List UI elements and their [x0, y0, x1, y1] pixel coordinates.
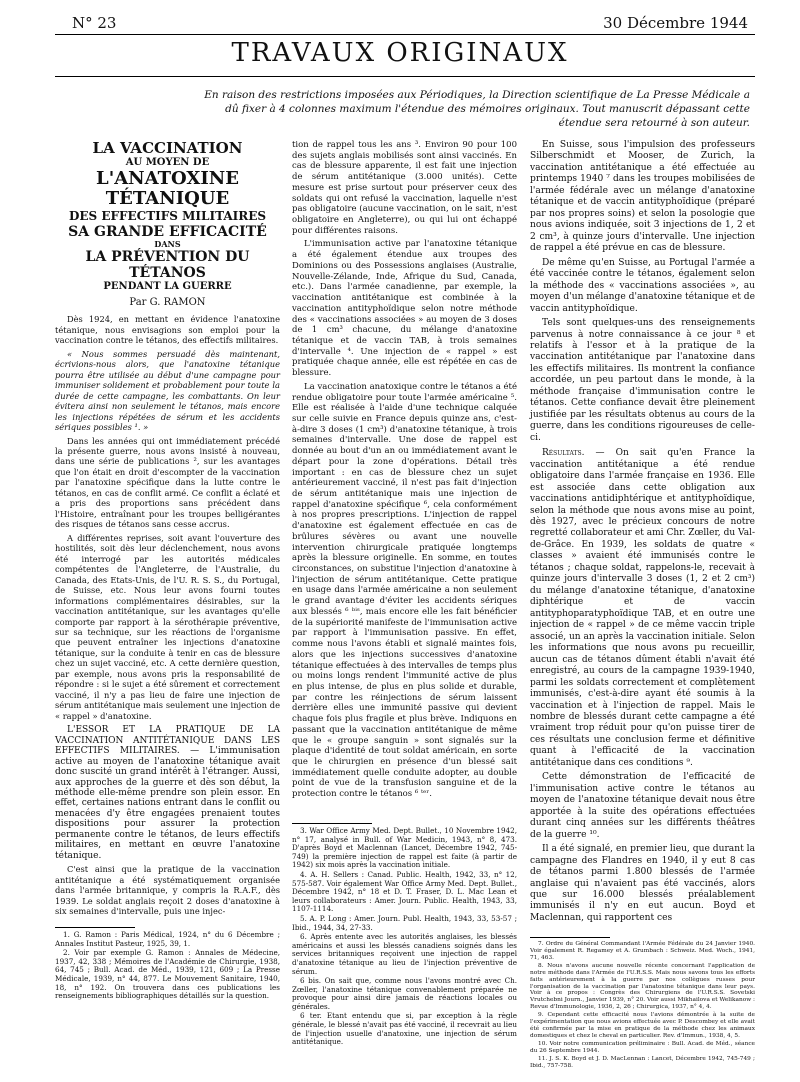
section-heading: L'ESSOR ET LA PRATIQUE DE LA VACCINATION ANTITÉTANIQUE DANS LES EFFECTIFS MILITAIRES.: [55, 725, 280, 757]
results-paragraph: [530, 448, 755, 769]
footnote-rule: [530, 937, 610, 938]
section-paragraph: [55, 725, 280, 861]
paragraph: tion de rappel tous les ans ³. Environ 90 pour 100 des sujets anglais mobilisés sont ainsi vaccinés. En cas de blessure apparente, il est fait une injection de sérum antitétanique (3.000 unités). Cette mesure est prise surtout pour préserver ceux des soldats qui ont refusé la vaccination, laquelle n'est pas obligatoire (aucune vaccination, on le sait, n'est obligatoire en Angleterre), ou qui lui ont échappé pour différentes raisons.: [292, 140, 517, 236]
footnote: 11. J. S. K. Boyd et J. D. MacLennan : Lancet, Décembre 1942, 745-749 ; Ibid., 757-758.: [530, 1055, 755, 1069]
footnote: 6 bis. On sait que, comme nous l'avons montré avec Ch. Zœller, l'anatoxine tétanique convenablement préparée ne provoque pour ainsi dire jamais de réactions locales ou générales.: [292, 976, 517, 1011]
paragraph: De même qu'en Suisse, au Portugal l'armée a été vaccinée contre le tétanos, également selon la méthode des « vaccinations associées », au moyen d'un mélange d'anatoxine tétanique et de vaccin antityphoïdique.: [530, 257, 755, 314]
paragraph: Dès 1924, en mettant en évidence l'anatoxine tétanique, nous envisagions son emploi pour la vaccination contre le tétanos, des effectifs militaires.: [55, 314, 280, 346]
results-heading: Résultats.: [542, 448, 585, 459]
header-rule-top: [55, 34, 755, 35]
title-line: LA VACCINATION: [92, 139, 243, 157]
issue-number: N° 23: [72, 14, 117, 32]
paragraph: Cette démonstration de l'efficacité de l'immunisation active contre le tétanos au moyen de l'anatoxine tétanique devait nous être apportée à la suite des opérations effectuées durant cinq années sur les différents théâtres de la guerre ¹⁰.: [530, 772, 755, 840]
section-lead: — L'immunisation active au moyen de l'anatoxine tétanique avait donc suscité un grand intérêt à l'étranger. Aussi, aux approches de la guerre et dès son début, la méthode elle-même prendre son plein essor. En effet, certaines nations entrant dans le conflit ou menacées d'y être engagées prenaient toutes dispositions pour assurer la protection permanente contre le tétanos, de leurs effectifs militaires, en mettant en œuvre l'anatoxine tétanique.: [55, 746, 280, 861]
column-2: [292, 140, 517, 803]
title-line: AU MOYEN DE: [125, 157, 210, 169]
footnote: 6. Après entente avec les autorités anglaises, les blessés américains et aussi les blessés canadiens soignés dans les services britanniques reçoivent une injection de rappel d'anatoxine tétanique au lieu de l'injection préventive de sérum.: [292, 932, 517, 976]
paragraph: En Suisse, sous l'impulsion des professeurs Silberschmidt et Mooser, de Zurich, la vaccination antitétanique a été effectuée au printemps 1940 ⁷ dans les troupes mobilisées de l'armée fédérale avec un mélange d'anatoxine tétanique et de vaccin antityphoïdique (préparé par nos propres soins) et selon la posologie que nous avions indiquée, soit 3 injections de 1, 2 et 2 cm³, à quinze jours d'intervalle. Une injection de rappel a été prévue en cas de blessure.: [530, 140, 755, 254]
title-line: L'ANATOXINE TÉTANIQUE: [96, 167, 239, 210]
paragraph: La vaccination anatoxique contre le tétanos a été rendue obligatoire pour toute l'armée américaine ⁵. Elle est réalisée à l'aide d'une technique calquée sur celle suivie en France depuis quinze ans, c'est-à-dire 3 doses (1 cm³) d'anatoxine tétanique, à trois semaines d'intervalle. Une dose de rappel est donnée au bout d'un an ou immédiatement avant le départ pour la zone d'opérations. Détail très important : en cas de blessure chez un sujet antérieurement vacciné, il n'est pas fait d'injection de sérum antitétanique mais une injection de rappel d'anatoxine spécifique ⁶, cela conformément à nos propres prescriptions. L'injection de rappel d'anatoxine est également effectuée en cas de brûlures sévères ou avant une nouvelle intervention chirurgicale pratiquée longtemps après la blessure originelle. En somme, en toutes circonstances, on substitue l'injection d'anatoxine à l'injection de sérum antitétanique. Cette pratique en usage dans l'armée américaine a non seulement le grand avantage d'éviter les accidents sériques aux blessés ⁶ ᵇⁱˢ, mais encore elle les fait bénéficier de la supériorité manifeste de l'immunisation active par rapport à l'immunisation passive. En effet, comme nous l'avons établi et signalé maintes fois, alors que les injections successives d'anatoxine tétanique effectuées à des intervalles de temps plus ou moins longs rendent l'immunité active de plus en plus intense, de plus en plus solide et durable, par contre les réinjections de sérum laissent derrière elles une immunité passive qui devient chaque fois plus fragile et plus brève. Indiquons en passant que la vaccination antitétanique de même que le « groupe sanguin » sont signalés sur la plaque d'identité de tout soldat américain, en sorte que le chirurgien en présence d'un blessé sait immédiatement quelle conduite adopter, au double point de vue de la transfusion sanguine et de la protection contre le tétanos ⁶ ᵗᵉʳ.: [292, 381, 517, 800]
issue-date: 30 Décembre 1944: [603, 14, 748, 32]
section-title: TRAVAUX ORIGINAUX: [231, 38, 569, 68]
results-lead: — On sait qu'en France la vaccination antitétanique a été rendue obligatoire dans l'armée française en 1936. Elle est associée dans cette obligation aux vaccinations antidiphtérique et antityphoïdique, selon la méthode que nous avons mise au point, dès 1927, avec le précieux concours de notre regretté collaborateur et ami Chr. Zœller, du Val-de-Grâce. En 1939, les soldats de quatre « classes » avaient été immunisés contre le tétanos ; chaque soldat, rappelons-le, recevait à quinze jours d'intervalle 3 doses (1, 2 et 2 cm³) du mélange d'anatoxine tétanique, d'anatoxine diphtérique et de vaccin antityphoparatyphoïdique TAB, et en outre une injection de « rappel » de ce même vaccin triple associé, un an après la vaccination initiale. Selon les informations que nous avons pu recueillir, aucun cas de tétanos dûment établi n'avait été enregistré, au cours de la campagne 1939-1940, parmi les soldats correctement et complètement immunisés, c'est-à-dire ayant été soumis à la vaccination et à l'injection de rappel. Mais le nombre de blessés durant cette campagne a été vraiment trop réduit pour qu'on puisse tirer de ces résultats une conclusion ferme et définitive quant à l'efficacité de la vaccination antitétanique dans ces conditions ⁹.: [530, 448, 755, 768]
title-line: DES EFFECTIFS MILITAIRES: [68, 209, 267, 224]
title-line: DANS: [154, 239, 181, 250]
footnote: 8. Nous n'avons aucune nouvelle récente concernant l'application de notre méthode dans l'Armée de l'U.R.S.S. Mais nous savons tous les efforts faits antérieurement à la guerre par nos collègues russes pour l'organisation de la vaccination par l'anatoxine tétanique dans leur pays. Voir à ce propos : Congrès des Chirurgiens de l'U.R.S.S. Sovetski Vrutchebni Journ., Janvier 1939, n° 20. Voir aussi Mikhailova et Welikanow : Revue d'Immunologie, 1936, 2, 26 ; Chirurgica, 1937, n° 4, 4.: [530, 962, 755, 1011]
paragraph: Il a été signalé, en premier lieu, que durant la campagne des Flandres en 1940, il y eut 8 cas de tétanos parmi 1.800 blessés de l'armée anglaise qui n'avaient pas été vaccinés, alors que sur 16.000 blessés préalablement immunisés il n'y en eut aucun. Boyd et Maclennan, qui rapportent ces: [530, 844, 755, 923]
footnotes-col1: [55, 931, 280, 1002]
footnote: 10. Voir notre communication préliminaire : Bull. Acad. de Méd., séance du 26 Septembre 1944.: [530, 1040, 755, 1054]
column-3: [530, 140, 755, 927]
title-line: LA PRÉVENTION DU TÉTANOS: [85, 249, 250, 282]
footnote: 2. Voir par exemple G. Ramon : Annales de Médecine, 1937, 42, 338 ; Mémoires de l'Académie de Chirurgie, 1938, 64, 745 ; Bull. Acad. de Méd., 1939, 121, 609 ; La Presse Médicale, 1939, n° 44, 877. Le Mouvement Sanitaire, 1940, 18, n° 192. On trouvera dans ces publications les renseignements bibliographiques détaillés sur la question.: [55, 948, 280, 1001]
footnote: 6 ter. Etant entendu que si, par exception à la règle générale, le blessé n'avait pas été vacciné, il recevrait au lieu de l'injection usuelle d'anatoxine, une injection de sérum antitétanique.: [292, 1011, 517, 1047]
header-rule-bottom: [55, 76, 755, 77]
footnote: 4. A. H. Sellers : Canad. Public. Health, 1942, 33, n° 12, 575-587. Voir également War Office Army Med. Dept. Bullet., Décembre 1942, n° 18 et D. T. Fraser, D. L. Mac Lean et leurs collaborateurs : Amer. Journ. Public. Health, 1943, 33, 1107-1114.: [292, 869, 517, 914]
paragraph: Dans les années qui ont immédiatement précédé la présente guerre, nous avons insisté à nouveau, dans une série de publications ², sur les avantages que l'on était en droit d'escompter de la vaccination par l'anatoxine spécifique dans la lutte contre le tétanos, en cas de conflit armé. Ce conflit a éclaté et a pris des proportions sans précédent dans l'Histoire, entraînant pour les troupes belligérantes des risques de tétanos sans cesse accrus.: [55, 435, 280, 530]
author: Par G. RAMON: [129, 296, 206, 308]
footnotes-col2: [292, 827, 517, 1048]
footnote-rule: [292, 823, 372, 824]
column-1: [55, 140, 280, 920]
paragraph: C'est ainsi que la pratique de la vaccination antitétanique a été systématiquement organisée dans l'armée britannique, y compris la R.A.F., dès 1939. Le soldat anglais reçoit 2 doses d'anatoxine à six semaines d'intervalle, puis une injec-: [55, 864, 280, 917]
article-title: [55, 140, 280, 308]
footnote: 9. Cependant cette efficacité nous l'avions démontrée à la suite de l'expérimentation que nous avions effectuée avec P. Descombey et elle avait été confirmée par la mise en pratique de la méthode chez les animaux domestiques et chez le cheval en particulier. Rev. d'Immun., 1938, 4, 5.: [530, 1012, 755, 1039]
footnote: 7. Ordre du Général Commandant l'Armée Fédérale du 24 Janvier 1940. Voir également R. Regamey et A. Grumbach : Schweiz. Med. Woch., 1941, 71, 463.: [530, 941, 755, 961]
footnote: 3. War Office Army Med. Dept. Bullet., 10 Novembre 1942, n° 17, analysé in Bull. of War Medicin, 1943, n° 8, 473. D'après Boyd et Maclennan (Lancet, Décembre 1942, 745-749) la première injection de rappel est faite (à partir de 1942) six mois après la vaccination initiale.: [292, 826, 517, 870]
paragraph: Tels sont quelques-uns des renseignements parvenus à notre connaissance à ce jour ⁸ et relatifs à l'essor et à la pratique de la vaccination antitétanique par l'anatoxine dans les effectifs militaires. Ils montrent la confiance accordée, un peu partout dans le monde, à la méthode française d'immunisation contre le tétanos. Cette confiance devait être pleinement justifiée par les résultats obtenus au cours de la guerre, dans les conditions rigoureuses de celle-ci.: [530, 318, 755, 443]
footnote: 5. A. P. Long : Amer. Journ. Publ. Health, 1943, 33, 53-57 ; Ibid., 1944, 34, 27-33.: [292, 913, 517, 932]
quote-paragraph: « Nous sommes persuadé dès maintenant, écrivions-nous alors, que l'anatoxine tétanique pourra être utilisée au début d'une campagne pour immuniser solidement et probablement pour toute la durée de cette campagne, les combattants. On leur évitera ainsi non seulement le tétanos, mais encore les injections répétées de sérum et les accidents sériques possibles ¹. »: [55, 348, 280, 433]
footnote-rule: [55, 927, 135, 928]
footnotes-col3: [530, 941, 755, 1071]
paragraph: L'immunisation active par l'anatoxine tétanique a été également étendue aux troupes des Dominions ou des Possessions anglaises (Australie, Nouvelle-Zélande, Inde, Afrique du Sud, Canada, etc.). Dans l'armée canadienne, par exemple, la vaccination antitétanique est combinée à la vaccination antityphoïdique selon notre méthode des « vaccinations associées » au moyen de 3 doses de 1 cm³ chacune, du mélange d'anatoxine tétanique et de vaccin TAB, à trois semaines d'intervalle ⁴. Une injection de « rappel » est pratiquée chaque année, elle est répétée en cas de blessure.: [292, 239, 517, 379]
footnote: 1. G. Ramon : Paris Médical, 1924, n° du 6 Décembre ; Annales Institut Pasteur, 1925, 39, 1.: [55, 930, 280, 948]
paragraph: A différentes reprises, soit avant l'ouverture des hostilités, soit dès leur déclenchement, nous avons été interrogé par les autorités médicales compétentes de l'Angleterre, de l'Australie, du Canada, des Etats-Unis, de l'U. R. S. S., du Portugal, de Suisse, etc. Nous leur avons fourni toutes informations complémentaires désirables, sur la vaccination antitétanique, sur les avantages qu'elle comporte par rapport à la sérothérapie préventive, sur sa technique, sur les réactions de l'organisme que peuvent entraîner les injections d'anatoxine tétanique, sur la conduite à tenir en cas de blessure chez un sujet vacciné, etc. A cette dernière question, par exemple, nous avons pris la responsabilité de répondre : si le sujet a été sûrement et correctement vacciné, il n'y a pas lieu de faire une injection de sérum antitétanique mais seulement une injection de « rappel » d'anatoxine.: [55, 532, 280, 721]
title-line: PENDANT LA GUERRE: [103, 281, 232, 293]
editorial-notice: En raison des restrictions imposées aux Périodiques, la Direction scientifique de La Presse Médicale a dû fixer à 4 colonnes maximum l'étendue des mémoires originaux. Tout manuscrit dépassant cette étendue sera retourné à son auteur.: [204, 89, 750, 129]
title-line: SA GRANDE EFFICACITÉ: [68, 223, 267, 240]
